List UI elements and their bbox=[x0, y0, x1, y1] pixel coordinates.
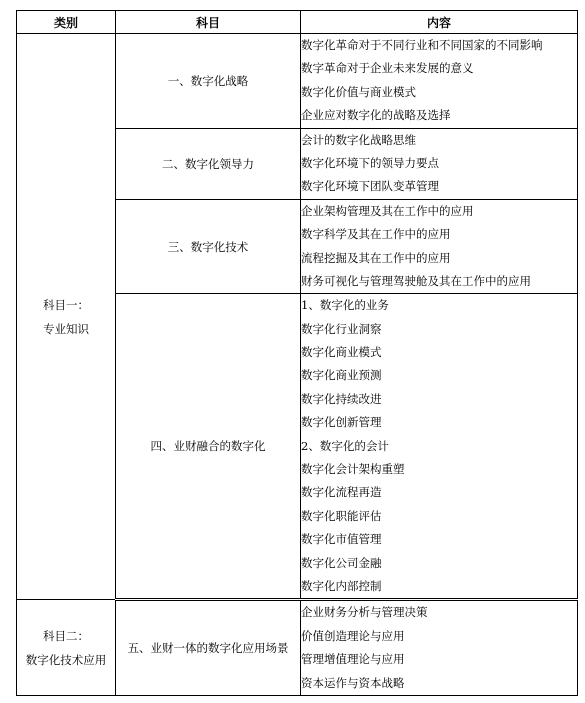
category-label-1b: 专业知识 bbox=[43, 321, 89, 336]
list-item: 数字化市值管理 bbox=[301, 532, 382, 547]
list-item: 会计的数字化战略思维 bbox=[301, 132, 416, 147]
list-item: 企业财务分析与管理决策 bbox=[301, 605, 428, 620]
subject-cell: 五、业财一体的数字化应用场景 bbox=[116, 600, 301, 696]
list-item: 数字化内部控制 bbox=[301, 578, 382, 593]
header-subject: 科目 bbox=[116, 11, 301, 34]
category-cell-2 bbox=[17, 600, 116, 696]
header-content: 内容 bbox=[301, 11, 578, 34]
table-row bbox=[17, 34, 578, 129]
category-label-2a: 科目二： bbox=[43, 628, 89, 643]
list-item: 数字化价值与商业模式 bbox=[301, 84, 416, 99]
header-row bbox=[17, 11, 578, 34]
list-item: 数字化商业模式 bbox=[301, 345, 382, 360]
list-item: 数字化商业预测 bbox=[301, 368, 382, 383]
category-label-2b: 数字化技术应用 bbox=[25, 652, 107, 667]
list-item: 价值创造理论与应用 bbox=[301, 628, 405, 643]
subject-cell: 四、业财融合的数字化 bbox=[116, 294, 301, 600]
subject-cell: 三、数字化技术 bbox=[116, 199, 301, 294]
content-cell bbox=[301, 128, 578, 199]
category-cell-1 bbox=[17, 34, 116, 600]
content-cell bbox=[301, 294, 578, 600]
list-item: 资本运作与资本战略 bbox=[301, 675, 405, 690]
list-item: 管理增值理论与应用 bbox=[301, 652, 405, 667]
list-item: 数字化持续改进 bbox=[301, 391, 382, 406]
list-item: 1、数字化的业务 bbox=[301, 298, 389, 313]
list-item: 数字化流程再造 bbox=[301, 485, 382, 500]
table-row bbox=[17, 600, 578, 696]
list-item: 数字化会计架构重塑 bbox=[301, 462, 405, 477]
list-item: 数字化职能评估 bbox=[301, 508, 382, 523]
list-item: 数字化革命对于不同行业和不同国家的不同影响 bbox=[301, 38, 543, 52]
list-item: 企业应对数字化的战略及选择 bbox=[301, 108, 451, 123]
list-item: 2、数字化的会计 bbox=[301, 438, 389, 453]
list-item: 企业架构管理及其在工作中的应用 bbox=[301, 203, 474, 218]
curriculum-table bbox=[16, 10, 578, 696]
list-item: 数字化行业洞察 bbox=[301, 321, 382, 336]
header-category: 类别 bbox=[17, 11, 116, 34]
list-item: 数字革命对于企业未来发展的意义 bbox=[301, 61, 474, 76]
content-cell bbox=[301, 34, 578, 129]
subject-cell: 一、数字化战略 bbox=[116, 34, 301, 129]
category-label-1a: 科目一： bbox=[43, 297, 89, 312]
list-item: 数字化创新管理 bbox=[301, 415, 382, 430]
list-item: 数字化环境下的领导力要点 bbox=[301, 155, 439, 170]
list-item: 流程挖掘及其在工作中的应用 bbox=[301, 250, 451, 265]
content-cell bbox=[301, 199, 578, 294]
list-item: 财务可视化与管理驾驶舱及其在工作中的应用 bbox=[301, 273, 531, 288]
list-item: 数字化公司金融 bbox=[301, 555, 382, 570]
list-item: 数字科学及其在工作中的应用 bbox=[301, 227, 451, 242]
list-item: 数字化环境下团队变革管理 bbox=[301, 179, 439, 194]
content-cell bbox=[301, 600, 578, 696]
subject-cell: 二、数字化领导力 bbox=[116, 128, 301, 199]
